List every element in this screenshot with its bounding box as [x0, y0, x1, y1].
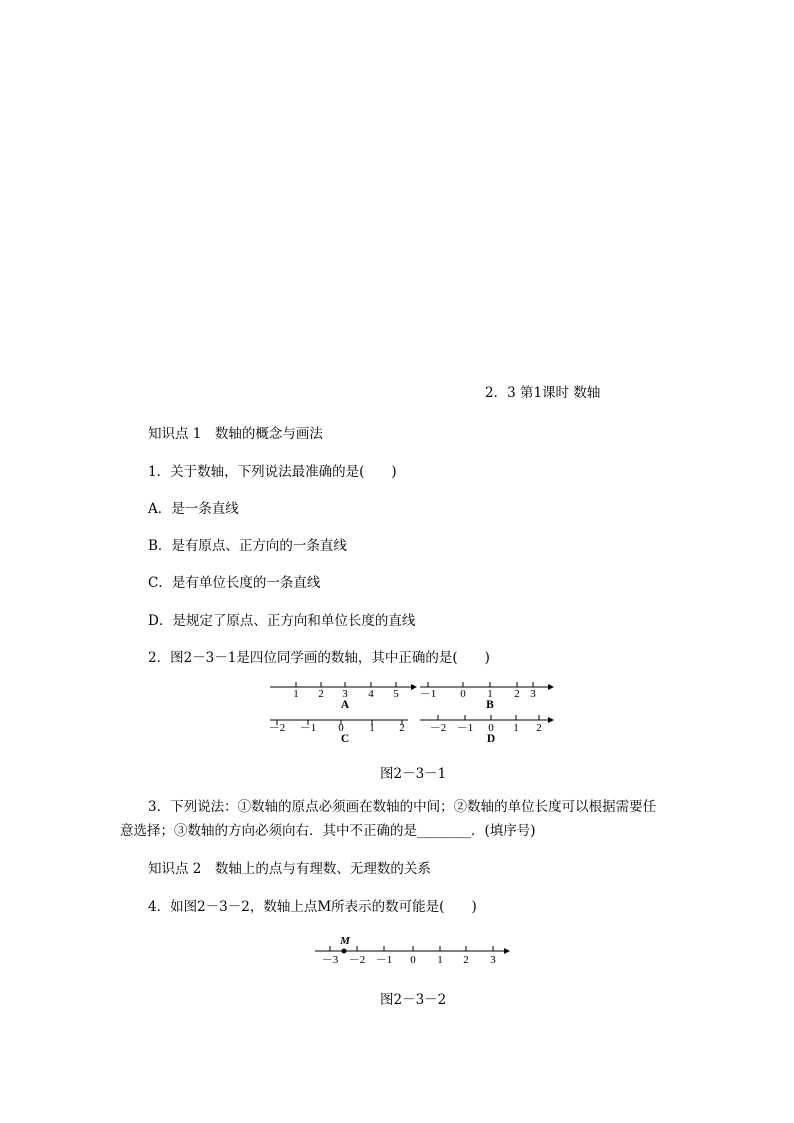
- number-line-b: [420, 682, 554, 711]
- tick-label: －3: [321, 954, 339, 966]
- point-m-marker: [342, 949, 347, 954]
- figure-2-3-1: [265, 680, 560, 750]
- tick-label: －2: [348, 954, 366, 966]
- knowledge-point-2-heading: 知识点 2 数轴上的点与有理数、无理数的关系: [148, 861, 431, 877]
- tick-label: －1: [456, 722, 474, 734]
- tick-label: 0: [488, 722, 494, 734]
- question-2-stem: 2．图2－3－1是四位同学画的数轴，其中正确的是( ): [148, 650, 490, 666]
- question-1-option-a: A．是一条直线: [148, 501, 239, 517]
- tick-label: 1: [293, 688, 299, 700]
- section-title: 2．3 第1课时 数轴: [485, 385, 601, 401]
- tick-label: 2: [514, 688, 520, 700]
- number-line-c: [269, 720, 408, 745]
- tick-label: 3: [490, 954, 496, 966]
- tick-label: －2: [429, 722, 447, 734]
- question-1-option-c: C．是有单位长度的一条直线: [148, 575, 321, 591]
- tick-label: 3: [342, 688, 348, 700]
- figure-caption-2-3-2: 图2－3－2: [380, 992, 447, 1008]
- tick-label: 2: [318, 688, 324, 700]
- number-line-a: [270, 682, 417, 711]
- figure-label-a: A: [340, 699, 350, 711]
- tick-label: 0: [410, 954, 416, 966]
- tick-label: 1: [369, 722, 375, 734]
- tick-label: 0: [338, 722, 344, 734]
- question-1-option-d: D．是规定了原点、正方向和单位长度的直线: [148, 613, 416, 629]
- tick-label: －2: [268, 722, 286, 734]
- point-m-label: M: [340, 935, 350, 947]
- tick-label: －1: [299, 722, 317, 734]
- tick-label: 4: [368, 688, 374, 700]
- tick-label: 2: [536, 722, 542, 734]
- tick-label: －1: [375, 954, 393, 966]
- tick-label: 2: [399, 722, 405, 734]
- figure-2-3-2: [310, 934, 515, 970]
- question-3-line-2: 意选择；③数轴的方向必须向右．其中不正确的是________．(填序号): [120, 823, 536, 839]
- tick-label: 5: [393, 688, 399, 700]
- tick-label: 2: [463, 954, 469, 966]
- figure-label-c: C: [340, 733, 350, 745]
- tick-label: 3: [530, 688, 536, 700]
- question-4-stem: 4．如图2－3－2，数轴上点M所表示的数可能是( ): [148, 899, 477, 915]
- question-1-stem: 1．关于数轴，下列说法最准确的是( ): [148, 464, 397, 480]
- question-3-line-1: 3．下列说法：①数轴的原点必须画在数轴的中间；②数轴的单位长度可以根据需要任: [148, 799, 657, 815]
- figure-caption-2-3-1: 图2－3－1: [380, 766, 447, 782]
- tick-label: 1: [487, 688, 493, 700]
- number-line-d: [420, 715, 554, 745]
- tick-label: 1: [513, 722, 519, 734]
- question-1-option-b: B．是有原点、正方向的一条直线: [148, 538, 347, 554]
- figure-label-b: B: [486, 699, 494, 711]
- knowledge-point-1-heading: 知识点 1 数轴的概念与画法: [148, 426, 323, 442]
- tick-label: 0: [460, 688, 466, 700]
- figure-label-d: D: [486, 733, 496, 745]
- tick-label: －1: [419, 688, 437, 700]
- tick-label: 1: [437, 954, 443, 966]
